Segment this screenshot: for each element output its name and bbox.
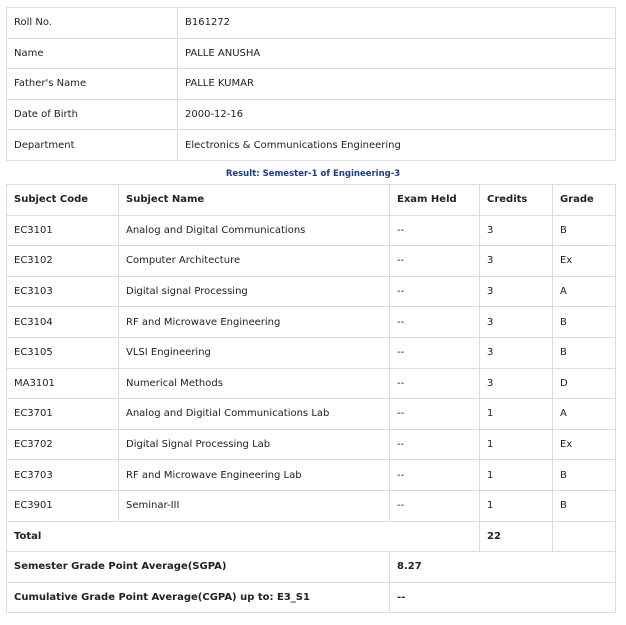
- department-value: Electronics & Communications Engineering: [178, 130, 616, 161]
- subject-code: EC3104: [7, 307, 119, 338]
- grade: B: [553, 337, 616, 368]
- credits: 1: [480, 490, 553, 521]
- grade: Ex: [553, 429, 616, 460]
- subject-code: EC3102: [7, 246, 119, 277]
- grade: B: [553, 307, 616, 338]
- cgpa-row: [7, 582, 616, 613]
- header-subject-code: Subject Code: [7, 185, 119, 216]
- exam-held: --: [390, 399, 480, 430]
- exam-held: --: [390, 429, 480, 460]
- grade: B: [553, 460, 616, 491]
- credits: 1: [480, 399, 553, 430]
- header-grade: Grade: [553, 185, 616, 216]
- name-label: Name: [7, 38, 178, 69]
- father-name-value: PALLE KUMAR: [178, 69, 616, 100]
- subject-code: EC3105: [7, 337, 119, 368]
- dob-value: 2000-12-16: [178, 99, 616, 130]
- grade: Ex: [553, 246, 616, 277]
- subject-code: MA3101: [7, 368, 119, 399]
- table-row: [7, 337, 616, 368]
- roll-no-label: Roll No.: [7, 8, 178, 39]
- credits: 3: [480, 368, 553, 399]
- subject-code: EC3901: [7, 490, 119, 521]
- roll-no-value: B161272: [178, 8, 616, 39]
- subject-code: EC3703: [7, 460, 119, 491]
- exam-held: --: [390, 246, 480, 277]
- grade: A: [553, 276, 616, 307]
- grades-header-row: [7, 185, 616, 216]
- exam-held: --: [390, 368, 480, 399]
- exam-held: --: [390, 276, 480, 307]
- table-row: [7, 215, 616, 246]
- table-row: [7, 246, 616, 277]
- grade: B: [553, 215, 616, 246]
- student-row-dob: [7, 99, 616, 130]
- grade: D: [553, 368, 616, 399]
- subject-code: EC3702: [7, 429, 119, 460]
- subject-code: EC3103: [7, 276, 119, 307]
- table-row: [7, 399, 616, 430]
- student-row-father-name: [7, 69, 616, 100]
- student-row-department: [7, 130, 616, 161]
- subject-name: Seminar-III: [119, 490, 390, 521]
- name-value: PALLE ANUSHA: [178, 38, 616, 69]
- total-credits: 22: [480, 521, 553, 552]
- subject-name: RF and Microwave Engineering: [119, 307, 390, 338]
- grade: A: [553, 399, 616, 430]
- table-row: [7, 460, 616, 491]
- sgpa-row: [7, 552, 616, 583]
- total-grade-empty: [553, 521, 616, 552]
- credits: 3: [480, 276, 553, 307]
- cgpa-label: Cumulative Grade Point Average(CGPA) up to: E3_S1: [7, 582, 390, 613]
- student-info-table: [6, 7, 616, 161]
- exam-held: --: [390, 460, 480, 491]
- subject-name: Numerical Methods: [119, 368, 390, 399]
- sgpa-label: Semester Grade Point Average(SGPA): [7, 552, 390, 583]
- credits: 3: [480, 307, 553, 338]
- subject-name: VLSI Engineering: [119, 337, 390, 368]
- table-row: [7, 368, 616, 399]
- credits: 3: [480, 215, 553, 246]
- exam-held: --: [390, 337, 480, 368]
- subject-name: Digital signal Processing: [119, 276, 390, 307]
- table-row: [7, 276, 616, 307]
- sgpa-value: 8.27: [390, 552, 616, 583]
- total-label: Total: [7, 521, 480, 552]
- credits: 3: [480, 337, 553, 368]
- subject-code: EC3101: [7, 215, 119, 246]
- credits: 1: [480, 429, 553, 460]
- student-row-roll-no: [7, 8, 616, 39]
- header-credits: Credits: [480, 185, 553, 216]
- grades-table: [6, 184, 616, 613]
- grade: B: [553, 490, 616, 521]
- header-exam-held: Exam Held: [390, 185, 480, 216]
- result-title: Result: Semester-1 of Engineering-3: [225, 169, 401, 179]
- exam-held: --: [390, 215, 480, 246]
- table-row: [7, 490, 616, 521]
- subject-name: Analog and Digitial Communications Lab: [119, 399, 390, 430]
- department-label: Department: [7, 130, 178, 161]
- subject-name: Digital Signal Processing Lab: [119, 429, 390, 460]
- dob-label: Date of Birth: [7, 99, 178, 130]
- table-row: [7, 429, 616, 460]
- credits: 3: [480, 246, 553, 277]
- exam-held: --: [390, 490, 480, 521]
- header-subject-name: Subject Name: [119, 185, 390, 216]
- total-row: [7, 521, 616, 552]
- subject-name: Analog and Digital Communications: [119, 215, 390, 246]
- table-row: [7, 307, 616, 338]
- cgpa-value: --: [390, 582, 616, 613]
- subject-name: Computer Architecture: [119, 246, 390, 277]
- subject-code: EC3701: [7, 399, 119, 430]
- subject-name: RF and Microwave Engineering Lab: [119, 460, 390, 491]
- father-name-label: Father's Name: [7, 69, 178, 100]
- credits: 1: [480, 460, 553, 491]
- exam-held: --: [390, 307, 480, 338]
- student-row-name: [7, 38, 616, 69]
